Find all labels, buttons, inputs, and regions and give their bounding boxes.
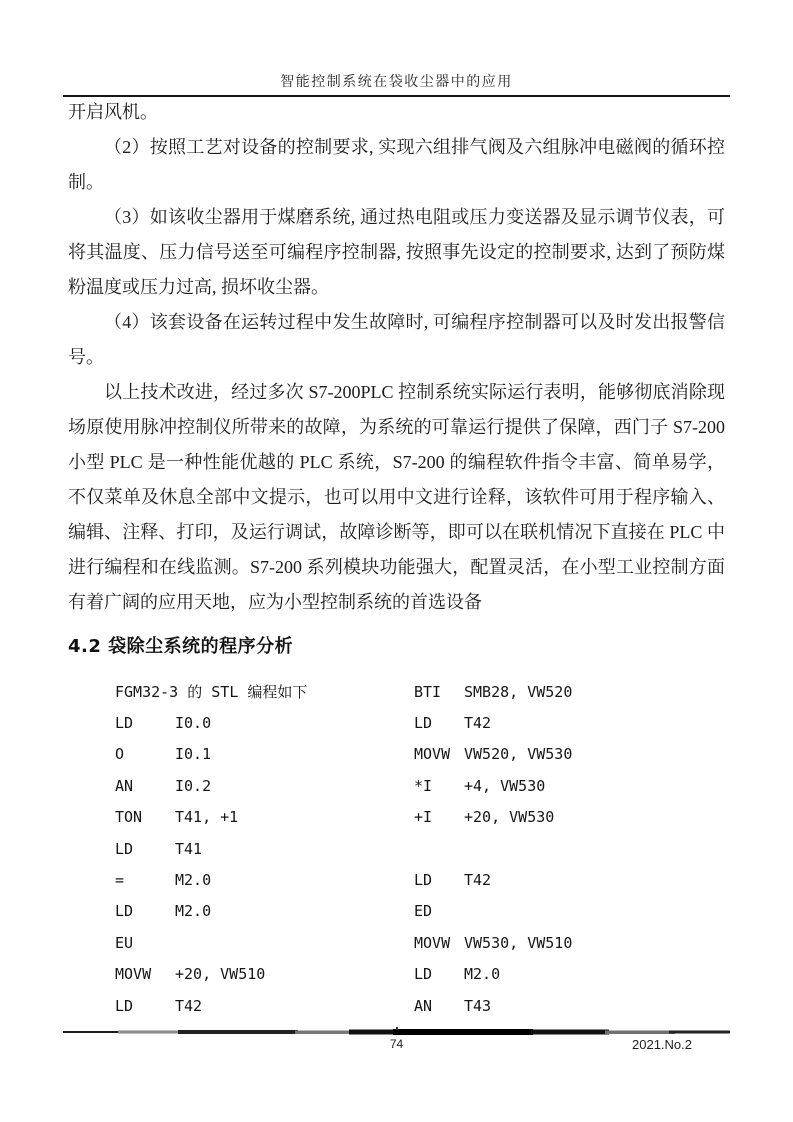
paragraph-item-3: （3）如该收尘器用于煤磨系统, 通过热电阻或压力变送器及显示调节仪表，可将其温度、压力信号送至可编程序控制器, 按照事先设定的控制要求, 达到了预防煤粉温度或压力过高, 损坏收尘器。 bbox=[68, 207, 725, 297]
code-row bbox=[68, 833, 725, 864]
footer-rule bbox=[63, 1027, 730, 1037]
code-operand: T43 bbox=[464, 996, 492, 1015]
code-listing bbox=[68, 676, 725, 1021]
page-number: 74 bbox=[389, 1037, 404, 1051]
code-opcode: LD bbox=[414, 965, 433, 984]
code-operand: +20, VW530 bbox=[464, 808, 555, 827]
code-opcode: EU bbox=[115, 933, 134, 952]
code-row bbox=[68, 864, 725, 895]
code-opcode: *I bbox=[414, 776, 433, 795]
issue-label: 2021.No.2 bbox=[632, 1037, 692, 1052]
paragraph-summary: 以上技术改进，经过多次 S7-200PLC 控制系统实际运行表明，能够彻底消除现场原使用脉冲控制仪所带来的故障，为系统的可靠运行提供了保障，西门子 S7-200 小型 PLC 是一种性能优越的 PLC 系统，S7-200 的编程软件指令丰富、简单易学，不仅菜单及休息全部中文提示，也可以用中文进行诠释，该软件可用于程序输入、编辑、注释、打印，及运行调试，故障诊断等，即可以在联机情况下直接在 PLC 中进行编程和在线监测。S7-200 系列模块功能强大，配置灵活，在小型工业控制方面有着广阔的应用天地，应为小型控制系统的首选设备 bbox=[68, 382, 725, 612]
code-row bbox=[68, 707, 725, 738]
code-opcode: TON bbox=[115, 808, 143, 827]
code-operand: T42 bbox=[464, 871, 492, 890]
code-opcode: LD bbox=[115, 714, 134, 733]
code-opcode: MOVW bbox=[414, 933, 451, 952]
code-operand: SMB28, VW520 bbox=[464, 682, 573, 701]
paragraph-continuation: 开启风机。 bbox=[68, 102, 158, 122]
code-row bbox=[68, 676, 725, 707]
code-operand: T42 bbox=[175, 996, 203, 1015]
code-operand: T42 bbox=[464, 714, 492, 733]
code-opcode: LD bbox=[115, 839, 134, 858]
code-opcode: MOVW bbox=[115, 965, 152, 984]
code-intro: FGM32-3 的 STL 编程如下 bbox=[115, 683, 308, 702]
code-opcode: = bbox=[115, 871, 125, 890]
code-operand: M2.0 bbox=[175, 871, 212, 890]
code-operand: M2.0 bbox=[464, 965, 501, 984]
code-operand: +20, VW510 bbox=[175, 965, 266, 984]
code-row bbox=[68, 739, 725, 770]
code-opcode: ED bbox=[414, 902, 433, 921]
code-operand: T41, +1 bbox=[175, 808, 239, 827]
code-opcode: AN bbox=[414, 996, 433, 1015]
body-text bbox=[68, 95, 725, 620]
code-row bbox=[68, 802, 725, 833]
code-opcode: +I bbox=[414, 808, 433, 827]
code-opcode: LD bbox=[414, 714, 433, 733]
code-operand: VW530, VW510 bbox=[464, 933, 573, 952]
code-row bbox=[68, 896, 725, 927]
paragraph-item-4: （4）该套设备在运转过程中发生故障时, 可编程序控制器可以及时发出报警信号。 bbox=[68, 312, 725, 367]
code-operand: VW520, VW530 bbox=[464, 745, 573, 764]
code-opcode: LD bbox=[115, 902, 134, 921]
code-opcode: O bbox=[115, 745, 125, 764]
code-opcode: LD bbox=[414, 871, 433, 890]
code-opcode: AN bbox=[115, 776, 134, 795]
paragraph-item-2: （2）按照工艺对设备的控制要求, 实现六组排气阀及六组脉冲电磁阀的循环控制。 bbox=[68, 137, 725, 192]
code-operand: +4, VW530 bbox=[464, 776, 546, 795]
code-opcode: LD bbox=[115, 996, 134, 1015]
code-operand: T41 bbox=[175, 839, 203, 858]
code-row bbox=[68, 959, 725, 990]
running-header-title: 智能控制系统在袋收尘器中的应用 bbox=[280, 75, 513, 90]
code-operand: I0.1 bbox=[175, 745, 212, 764]
code-operand: I0.0 bbox=[175, 714, 212, 733]
code-row bbox=[68, 770, 725, 801]
code-opcode: MOVW bbox=[414, 745, 451, 764]
code-operand: I0.2 bbox=[175, 776, 212, 795]
code-row bbox=[68, 990, 725, 1021]
code-row bbox=[68, 927, 725, 958]
code-operand: M2.0 bbox=[175, 902, 212, 921]
code-opcode: BTI bbox=[414, 682, 442, 701]
section-heading: 4.2 袋除尘系统的程序分析 bbox=[68, 636, 294, 657]
